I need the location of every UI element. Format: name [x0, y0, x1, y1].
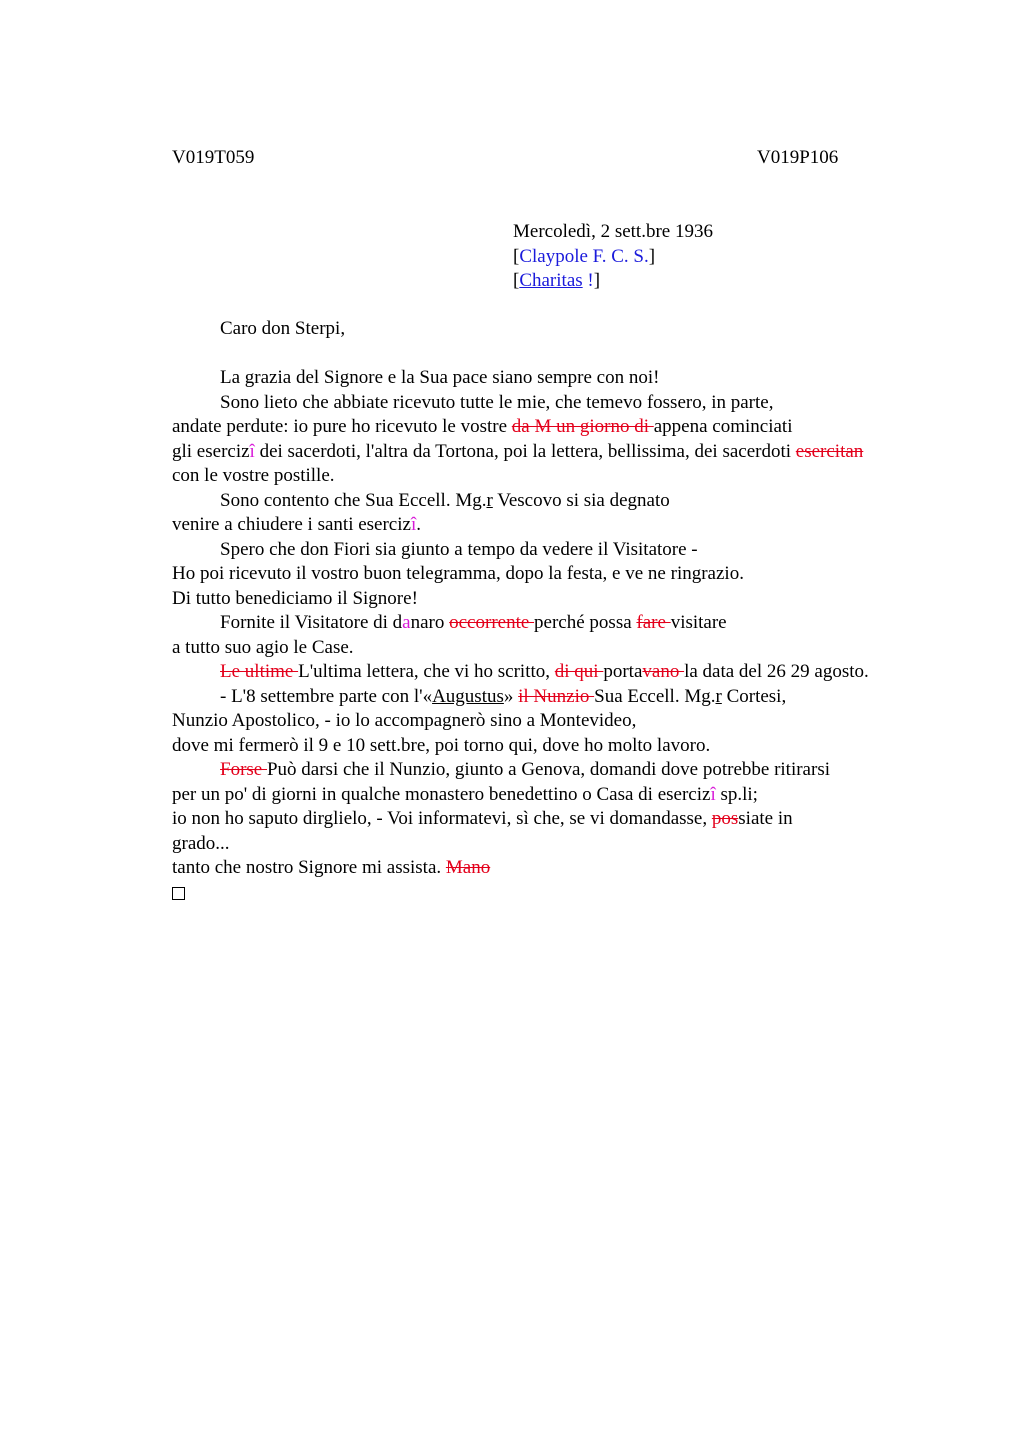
end-marker — [172, 881, 972, 908]
text-run: L'ultima lettera, che vi ho scritto, — [298, 661, 555, 682]
deleted-text: di qui — [554, 661, 604, 682]
letter-line — [172, 807, 972, 832]
letter-line — [172, 489, 972, 514]
checkbox-square-icon — [172, 887, 185, 900]
letter-line: Di tutto benediciamo il Signore! — [172, 587, 418, 609]
letter-line: Ho poi ricevuto il vostro buon telegramma, dopo la festa, e ve ne ringrazio. — [172, 563, 744, 584]
text-run: la data del 26 29 agosto. — [684, 661, 869, 682]
letter-line: a tutto suo agio le Case. — [172, 636, 354, 658]
letter-line — [172, 758, 972, 783]
letter-line — [172, 685, 972, 710]
deleted-text: vano — [642, 661, 685, 682]
place-annotation: Claypole F. C. S. — [519, 245, 649, 267]
letter-date: Mercoledì, 2 sett.bre 1936 — [513, 221, 713, 242]
letter-line — [172, 856, 972, 881]
text-run: siate in — [738, 808, 793, 829]
letter-line — [172, 415, 972, 440]
letter-line: grado... — [172, 832, 230, 854]
text-run: visitare — [670, 612, 727, 633]
deleted-text: da M un giorno di — [511, 416, 654, 437]
text-run: dei sacerdoti, l'altra da Tortona, poi la lettera, bellissima, dei sacerdoti — [254, 440, 796, 462]
text-run: » — [503, 685, 519, 707]
deleted-text: pos — [711, 808, 739, 829]
letter-line — [172, 513, 972, 538]
text-run: andate perdute: io pure ho ricevuto le vostre — [172, 416, 512, 437]
document-code-left: V019T059 — [172, 147, 255, 168]
deleted-text: Mano — [445, 857, 491, 878]
letter-line — [172, 660, 972, 685]
text-run: Può darsi che il Nunzio, giunto a Genova, domandi dove potrebbe ritirarsi — [266, 759, 830, 780]
text-run: - L'8 settembre parte con l'« — [220, 685, 433, 707]
text-run: appena cominciati — [653, 416, 793, 437]
letter-line: La grazia del Signore e la Sua pace siano sempre con noi! — [220, 367, 660, 388]
letter-motto: [Charitas !] — [513, 270, 601, 291]
letter-body — [172, 317, 972, 907]
text-run: Vescovo si sia degnato — [492, 489, 670, 511]
text-run: sp.li; — [715, 783, 758, 805]
motto-link[interactable]: Charitas — [519, 270, 583, 291]
text-run: perché possa — [534, 612, 637, 633]
superscript-r: r — [486, 489, 493, 511]
accented-text: venire a chiudere i santi esercizî — [172, 514, 417, 535]
letter-line: Spero che don Fiori sia giunto a tempo da vedere il Visitatore - — [220, 538, 698, 560]
text-run: Fornite il Visitatore di d — [220, 612, 403, 633]
text-run: io non ho saputo dirglielo, - Voi informatevi, sì che, se vi domandasse, — [172, 808, 712, 829]
ship-name: Augustus — [432, 685, 504, 707]
letter-line: con le vostre postille. — [172, 465, 335, 486]
text-run: Cortesi, — [721, 685, 787, 707]
text-run: porta — [603, 661, 643, 682]
text-run: . — [416, 514, 421, 535]
text-run: Sua Eccell. Mg. — [594, 685, 716, 707]
letter-place: [Claypole F. C. S.] — [513, 245, 656, 267]
deleted-text: il Nunzio — [518, 685, 595, 707]
motto-exclamation: ! — [587, 270, 594, 291]
letter-line — [172, 611, 972, 636]
letter-line: Nunzio Apostolico, - io lo accompagnerò sino a Montevideo, — [172, 710, 637, 731]
salutation: Caro don Sterpi, — [220, 318, 346, 339]
superscript-r: r — [715, 685, 722, 707]
document-code-right: V019P106 — [757, 147, 839, 168]
text-run: Sono contento che Sua Eccell. Mg. — [220, 489, 487, 511]
date-block — [513, 220, 713, 294]
letter-line — [172, 783, 972, 808]
inserted-letter: a — [402, 612, 411, 633]
text-run: tanto che nostro Signore mi assista. — [172, 857, 446, 878]
letter-line: Sono lieto che abbiate ricevuto tutte le mie, che temevo fossero, in parte, — [220, 391, 774, 413]
deleted-text: esercitan — [795, 440, 864, 462]
letter-line — [172, 440, 972, 465]
text-run: per un po' di giorni in qualche monastero benedettino o Casa di esercizî — [172, 783, 716, 805]
accented-text: gli esercizî — [172, 440, 255, 462]
deleted-text: Le ultime — [220, 661, 299, 682]
deleted-text: fare — [636, 612, 671, 633]
deleted-text: occorrente — [449, 612, 535, 633]
deleted-text: Forse — [220, 759, 267, 780]
letter-line: dove mi fermerò il 9 e 10 sett.bre, poi torno qui, dove ho molto lavoro. — [172, 734, 711, 756]
text-run: naro — [410, 612, 450, 633]
